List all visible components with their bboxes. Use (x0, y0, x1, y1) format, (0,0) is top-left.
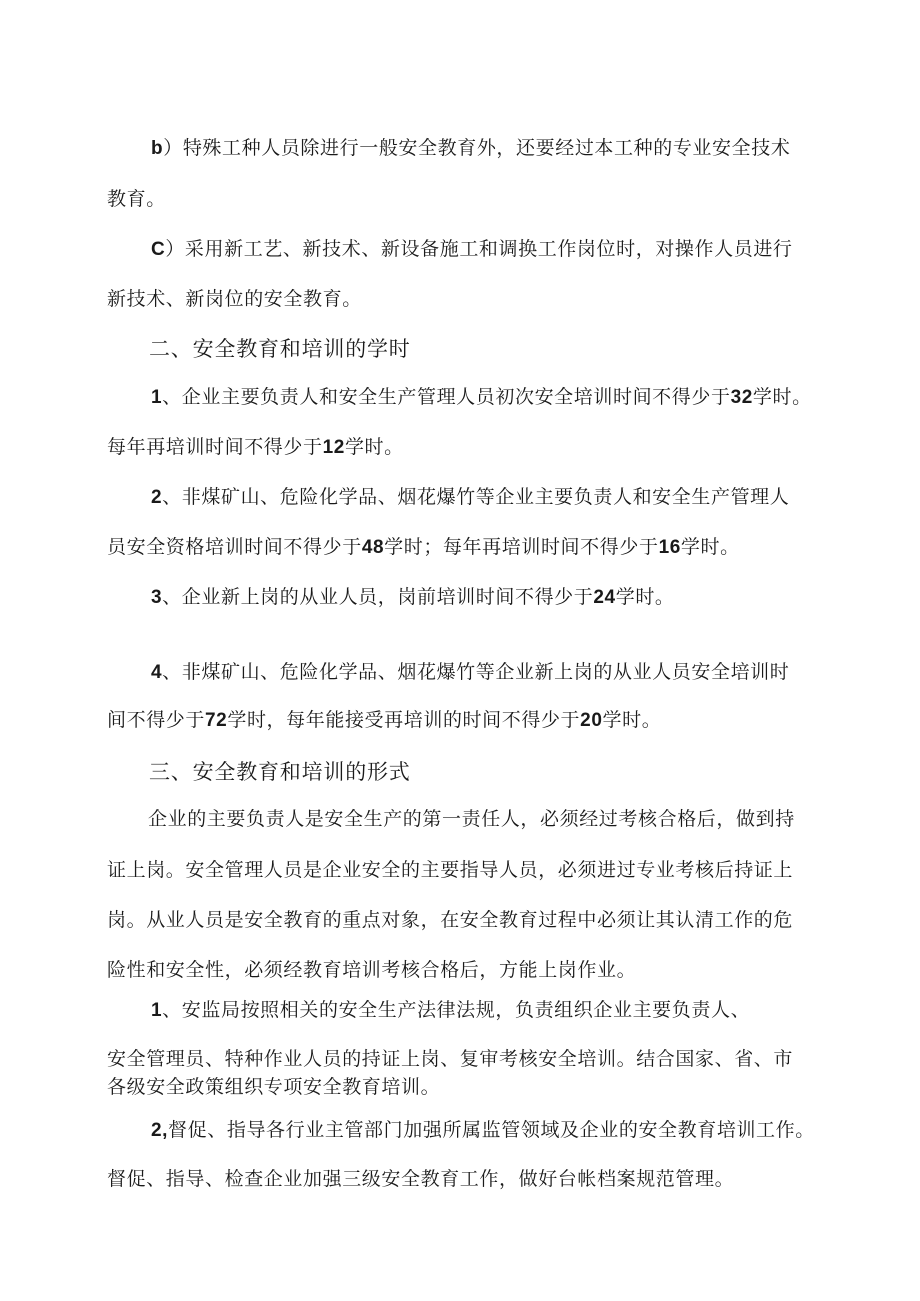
hours-value: 16 (658, 537, 681, 558)
hours-item-4-number: 4 (151, 662, 163, 683)
hours-value: 24 (593, 587, 616, 608)
hours-item-1-text: 每年再培训时间不得少于 (107, 436, 323, 458)
form-item-1-line-1 (151, 997, 750, 1024)
form-item-2-text: 督促、指导各行业主管部门加强所属监管领域及企业的安全教育培训工作。 (168, 1119, 815, 1141)
hours-item-4-line-1 (151, 659, 789, 686)
hours-item-4-line-2 (107, 707, 661, 734)
hours-item-2-text: 员安全资格培训时间不得少于 (107, 536, 362, 558)
item-c-text: ）采用新工艺、新技术、新设备施工和调换工作岗位时，对操作人员进行 (165, 238, 793, 260)
form-item-1-text: 、安监局按照相关的安全生产法律法规，负责组织企业主要负责人、 (162, 999, 751, 1021)
hours-item-3-text: 、企业新上岗的从业人员，岗前培训时间不得少于 (162, 586, 594, 608)
item-b-line-2: 教育。 (107, 188, 166, 210)
form-paragraph-line-4: 险性和安全性，必须经教育培训考核合格后，方能上岗作业。 (107, 959, 637, 981)
hours-unit: 学时。 (344, 436, 404, 458)
hours-item-1-text: 、企业主要负责人和安全生产管理人员初次安全培训时间不得少于 (162, 386, 731, 408)
hours-item-3-line-1 (151, 584, 675, 611)
form-item-2-number: 2, (151, 1120, 169, 1141)
section-2-heading: 二、安全教育和培训的学时 (149, 337, 411, 361)
hours-item-1-line-2 (107, 434, 404, 461)
form-item-1-line-3: 各级安全政策组织专项安全教育培训。 (107, 1076, 441, 1098)
hours-item-4-text: 、非煤矿山、危险化学品、烟花爆竹等企业新上岗的从业人员安全培训时 (162, 661, 790, 683)
form-item-2-line-1 (151, 1117, 815, 1144)
hours-item-3-number: 3 (151, 587, 163, 608)
item-c-line-2: 新技术、新岗位的安全教育。 (107, 288, 362, 310)
hours-unit: 学时。 (615, 586, 675, 608)
hours-value: 48 (361, 537, 385, 558)
hours-item-2-text: 学时；每年再培训时间不得少于 (384, 536, 659, 558)
hours-item-4-text: 学时，每年能接受再培训的时间不得少于 (227, 709, 581, 731)
form-paragraph-line-3: 岗。从业人员是安全教育的重点对象，在安全教育过程中必须让其认清工作的危 (107, 909, 794, 931)
item-c-label: C (151, 239, 166, 260)
hours-item-2-number: 2 (151, 487, 163, 508)
hours-item-1-line-1 (151, 384, 812, 411)
form-item-1-number: 1 (151, 1000, 163, 1021)
hours-unit: 学时。 (752, 386, 812, 408)
form-paragraph-line-1: 企业的主要负责人是安全生产的第一责任人，必须经过考核合格后，做到持 (148, 808, 795, 830)
form-item-2-line-2: 督促、指导、检查企业加强三级安全教育工作，做好台帐档案规范管理。 (107, 1168, 735, 1190)
hours-item-2-line-2 (107, 534, 740, 561)
hours-item-4-text: 间不得少于 (107, 709, 206, 731)
hours-value: 32 (730, 387, 753, 408)
hours-item-2-text: 、非煤矿山、危险化学品、烟花爆竹等企业主要负责人和安全生产管理人 (162, 486, 790, 508)
section-3-heading: 三、安全教育和培训的形式 (149, 760, 411, 784)
item-b-text: ）特殊工种人员除进行一般安全教育外，还要经过本工种的专业安全技术 (163, 137, 791, 159)
form-paragraph-line-2: 证上岗。安全管理人员是企业安全的主要指导人员，必须进过专业考核后持证上 (107, 859, 794, 881)
item-c-line-1 (151, 236, 793, 263)
hours-value: 20 (580, 710, 603, 731)
hours-unit: 学时。 (602, 709, 662, 731)
item-b-label: b (151, 138, 164, 159)
hours-value: 12 (322, 437, 345, 458)
form-item-1-line-2: 安全管理员、特种作业人员的持证上岗、复审考核安全培训。结合国家、省、市 (107, 1048, 794, 1070)
hours-item-1-number: 1 (151, 387, 163, 408)
hours-unit: 学时。 (680, 536, 740, 558)
hours-value: 72 (205, 710, 228, 731)
hours-item-2-line-1 (151, 484, 789, 511)
item-b-line-1 (151, 135, 790, 162)
